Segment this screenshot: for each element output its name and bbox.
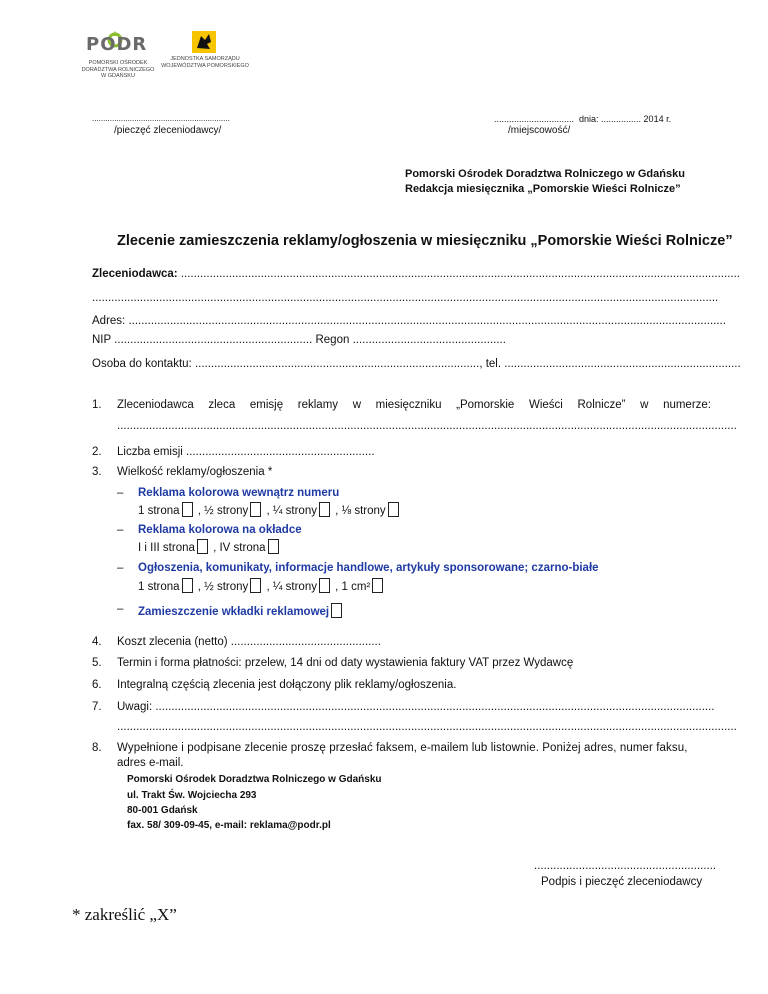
option-1-title: Reklama kolorowa wewnątrz numeru: [138, 487, 340, 499]
option-4-dash: –: [117, 603, 124, 615]
client-field-continued[interactable]: ....................................................................................................................................................................................................: [92, 292, 719, 304]
item-2-number: 2.: [92, 446, 102, 458]
item-3-text: Wielkość reklamy/ogłoszenia *: [117, 466, 273, 478]
pomorskie-caption: JEDNOSTKA SAMORZĄDU WOJEWÓDZTWA POMORSKIEGO: [161, 56, 249, 69]
signature-line[interactable]: .........................................................: [534, 860, 717, 872]
item-8-line1: Wypełnione i podpisane zlecenie proszę przesłać faksem, e-mailem lub listownie. Poniżej adres, numer faksu,: [117, 742, 688, 754]
item-6-number: 6.: [92, 679, 102, 691]
option-4-row: [138, 603, 344, 618]
option-3-choices: 1 strona , ½ strony , ¼ strony , 1 cm²: [138, 578, 385, 593]
contact-address-line4: fax. 58/ 309-09-45, e-mail: reklama@podr.pl: [127, 820, 331, 831]
option-1-dash: –: [117, 487, 124, 499]
checkbox-inside-full-page[interactable]: [182, 502, 193, 517]
checkbox-inside-half-page[interactable]: [250, 502, 261, 517]
checkbox-bw-1cm2[interactable]: [372, 578, 383, 593]
contact-label: Osoba do kontaktu:: [92, 358, 192, 370]
option-2-title: Reklama kolorowa na okładce: [138, 524, 302, 536]
checkbox-inside-quarter-page[interactable]: [319, 502, 330, 517]
option-2-choices: I i III strona , IV strona: [138, 539, 281, 554]
podr-caption: POMORSKI OŚRODEK DORADZTWA ROLNICZEGO W GDAŃSKU: [81, 60, 155, 79]
griffin-icon: [191, 30, 217, 54]
option-3-title: Ogłoszenia, komunikaty, informacje handlowe, artykuły sponsorowane; czarno-białe: [138, 562, 599, 574]
checkbox-bw-full-page[interactable]: [182, 578, 193, 593]
tel-field: ..........................................................................: [504, 358, 741, 370]
item-7-number: 7.: [92, 701, 102, 713]
checkbox-cover-iv[interactable]: [268, 539, 279, 554]
remarks-field[interactable]: Uwagi: ...............................................................................................................................................................................: [117, 701, 715, 713]
recipient-line1: Pomorski Ośrodek Doradztwa Rolniczego w Gdańsku: [405, 168, 685, 180]
tel-label: , tel.: [479, 358, 502, 370]
recipient-line2: Redakcja miesięcznika „Pomorskie Wieści Rolnicze”: [405, 183, 681, 195]
regon-label: Regon: [315, 334, 350, 346]
place-label: /miejscowość/: [508, 125, 571, 136]
footnote: * zakreślić „X”: [72, 905, 177, 924]
stamp-label: /pieczęć zleceniodawcy/: [114, 125, 222, 136]
remarks-label: Uwagi:: [117, 701, 153, 713]
contact-address-line2: ul. Trakt Św. Wojciecha 293: [127, 790, 257, 801]
place-line: ................................ dnia: ................ 2014 r.: [494, 114, 672, 124]
signature-label: Podpis i pieczęć zleceniodawcy: [541, 876, 703, 888]
option-1-choices: 1 strona , ½ strony , ¼ strony , ⅛ strony: [138, 502, 401, 517]
client-field[interactable]: Zleceniodawca: ...............................................................................................................................................................................: [92, 268, 740, 280]
regon-field: ................................................: [352, 334, 506, 346]
contact-field: .........................................................................................: [194, 358, 480, 370]
item-1-number: 1.: [92, 399, 102, 411]
checkbox-bw-quarter-page[interactable]: [319, 578, 330, 593]
stamp-line: ..............................................................: [92, 114, 230, 123]
remarks-field-continued[interactable]: ..................................................................................................................................................................................................: [117, 721, 737, 733]
podr-logo: [78, 32, 156, 92]
checkbox-insert[interactable]: [331, 603, 342, 618]
contact-row[interactable]: [92, 358, 741, 370]
contact-address-line1: Pomorski Ośrodek Doradztwa Rolniczego w Gdańsku: [127, 774, 382, 785]
address-field[interactable]: Adres: ...........................................................................................................................................................................................: [92, 315, 726, 327]
pomorskie-logo: [155, 30, 255, 90]
issue-number-field[interactable]: ..................................................................................................................................................................................................: [117, 420, 737, 432]
item-1-text: Zleceniodawca zleca emisję reklamy w miesięczniku „Pomorskie Wieści Rolnicze” w numerze:: [117, 399, 711, 411]
nip-label: NIP: [92, 334, 111, 346]
podr-wordmark: PODR: [86, 34, 148, 55]
item-5-number: 5.: [92, 657, 102, 669]
checkbox-inside-eighth-page[interactable]: [388, 502, 399, 517]
document-title: Zlecenie zamieszczenia reklamy/ogłoszenia w miesięczniku „Pomorskie Wieści Rolnicze”: [117, 233, 733, 249]
emission-count-field[interactable]: Liczba emisji ...........................................................: [117, 446, 375, 458]
item-4-number: 4.: [92, 636, 102, 648]
item-6-text: Integralną częścią zlecenia jest dołączony plik reklamy/ogłoszenia.: [117, 679, 457, 691]
option-3-dash: –: [117, 562, 124, 574]
checkbox-cover-i-iii[interactable]: [197, 539, 208, 554]
nip-regon-row[interactable]: [92, 334, 506, 346]
nip-field: ..............................................................: [114, 334, 313, 346]
item-5-text: Termin i forma płatności: przelew, 14 dni od daty wystawienia faktury VAT przez Wydawcę: [117, 657, 574, 669]
date-field: dnia: ................ 2014 r.: [579, 114, 672, 124]
checkbox-bw-half-page[interactable]: [250, 578, 261, 593]
item-8-line2: adres e-mail.: [117, 757, 184, 769]
item-8-number: 8.: [92, 742, 102, 754]
option-4-title: Zamieszczenie wkładki reklamowej: [138, 606, 330, 618]
address-label: Adres:: [92, 315, 126, 327]
item-3-number: 3.: [92, 466, 102, 478]
contact-address-line3: 80-001 Gdańsk: [127, 805, 198, 816]
option-2-dash: –: [117, 524, 124, 536]
client-label: Zleceniodawca:: [92, 268, 178, 280]
net-cost-field[interactable]: Koszt zlecenia (netto) ...............................................: [117, 636, 381, 648]
